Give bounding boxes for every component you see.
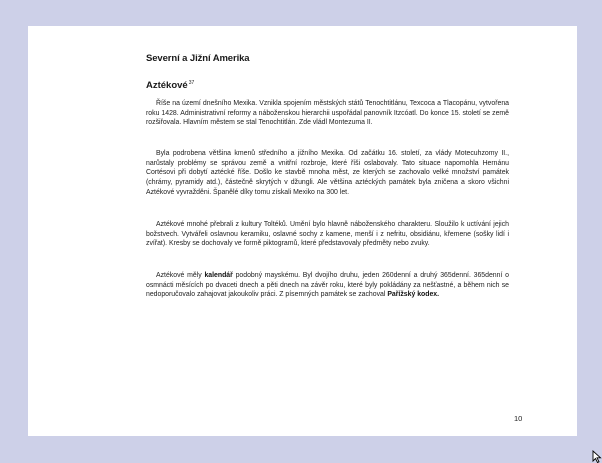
paragraph <box>146 99 509 128</box>
paragraph-text: podobný mayskému. Byl dvojího druhu, jeden 260denní a druhý 365denní. 365denní o osmnácti měsících po dvaceti dnech a pěti dnech na závěr roku, které byly pokládány za nešťastné, a během nich se nedoporučovalo zahajovat jakoukoliv práci. Z písemných památek se zachoval <box>146 272 509 299</box>
subsection-title <box>146 80 194 91</box>
paragraph-text: Aztékové měly <box>156 272 205 279</box>
section-title: Severní a Jižní Amerika <box>146 53 250 64</box>
footnote-marker: 37 <box>188 80 195 86</box>
document-page <box>28 26 577 436</box>
subsection-title-text: Aztékové <box>146 80 188 91</box>
paragraph <box>146 149 509 198</box>
paragraph-text: Říše na území dnešního Mexika. Vznikla spojením městských států Tenochtitlánu, Texcoca a Tlacopánu, vytvořena roku 1428. Administrativní reformy a náboženskou hierarchii uspořádal panovník Itzcóatl. Do konce 15. století se země rozšiřovala. Hlavním městem se stal Tenochtitlán. Zde vládl Montezuma II. <box>146 100 509 127</box>
bold-term-codex: Pařížský kodex. <box>387 291 440 299</box>
page-number: 10 <box>514 414 523 423</box>
paragraph <box>146 271 509 300</box>
paragraph <box>146 220 509 249</box>
paragraph-text: Aztékové mnohé přebrali z kultury Toltéků. Umění bylo hlavně náboženského charakteru. Sloužilo k uctívání jejich božstvech. Vytvářeli oslavnou keramiku, oslavné sochy z kamene, menší i z nefritu, obsidiánu, křemene (sošky lidí i zvířat). Kresby se dochovaly ve formě piktogramů, které představovaly předměty nebo zvuky. <box>146 221 509 248</box>
mouse-cursor-icon <box>592 450 602 463</box>
bold-term-calendar: kalendář <box>204 272 233 279</box>
paragraph-text: Byla podrobena většina kmenů středního a jižního Mexika. Od začátku 16. století, za vlády Motecuhzomy II., narůstaly problémy se správou země a vnitřní rozbroje, které říši oslabovaly. Tato situace napomohla Hernánu Cortésovi při dobytí aztécké říše. Došlo ke stavbě mnoha měst, ze kterých se zachovalo velké množství památek (chrámy, pyramidy atd.), částečně skrytých v džungli. Ale většina aztéckých památek byla zničena a skoro všichni Aztékové vyvražděni. Španělé díky tomu získali Mexiko na 300 let. <box>146 150 509 196</box>
